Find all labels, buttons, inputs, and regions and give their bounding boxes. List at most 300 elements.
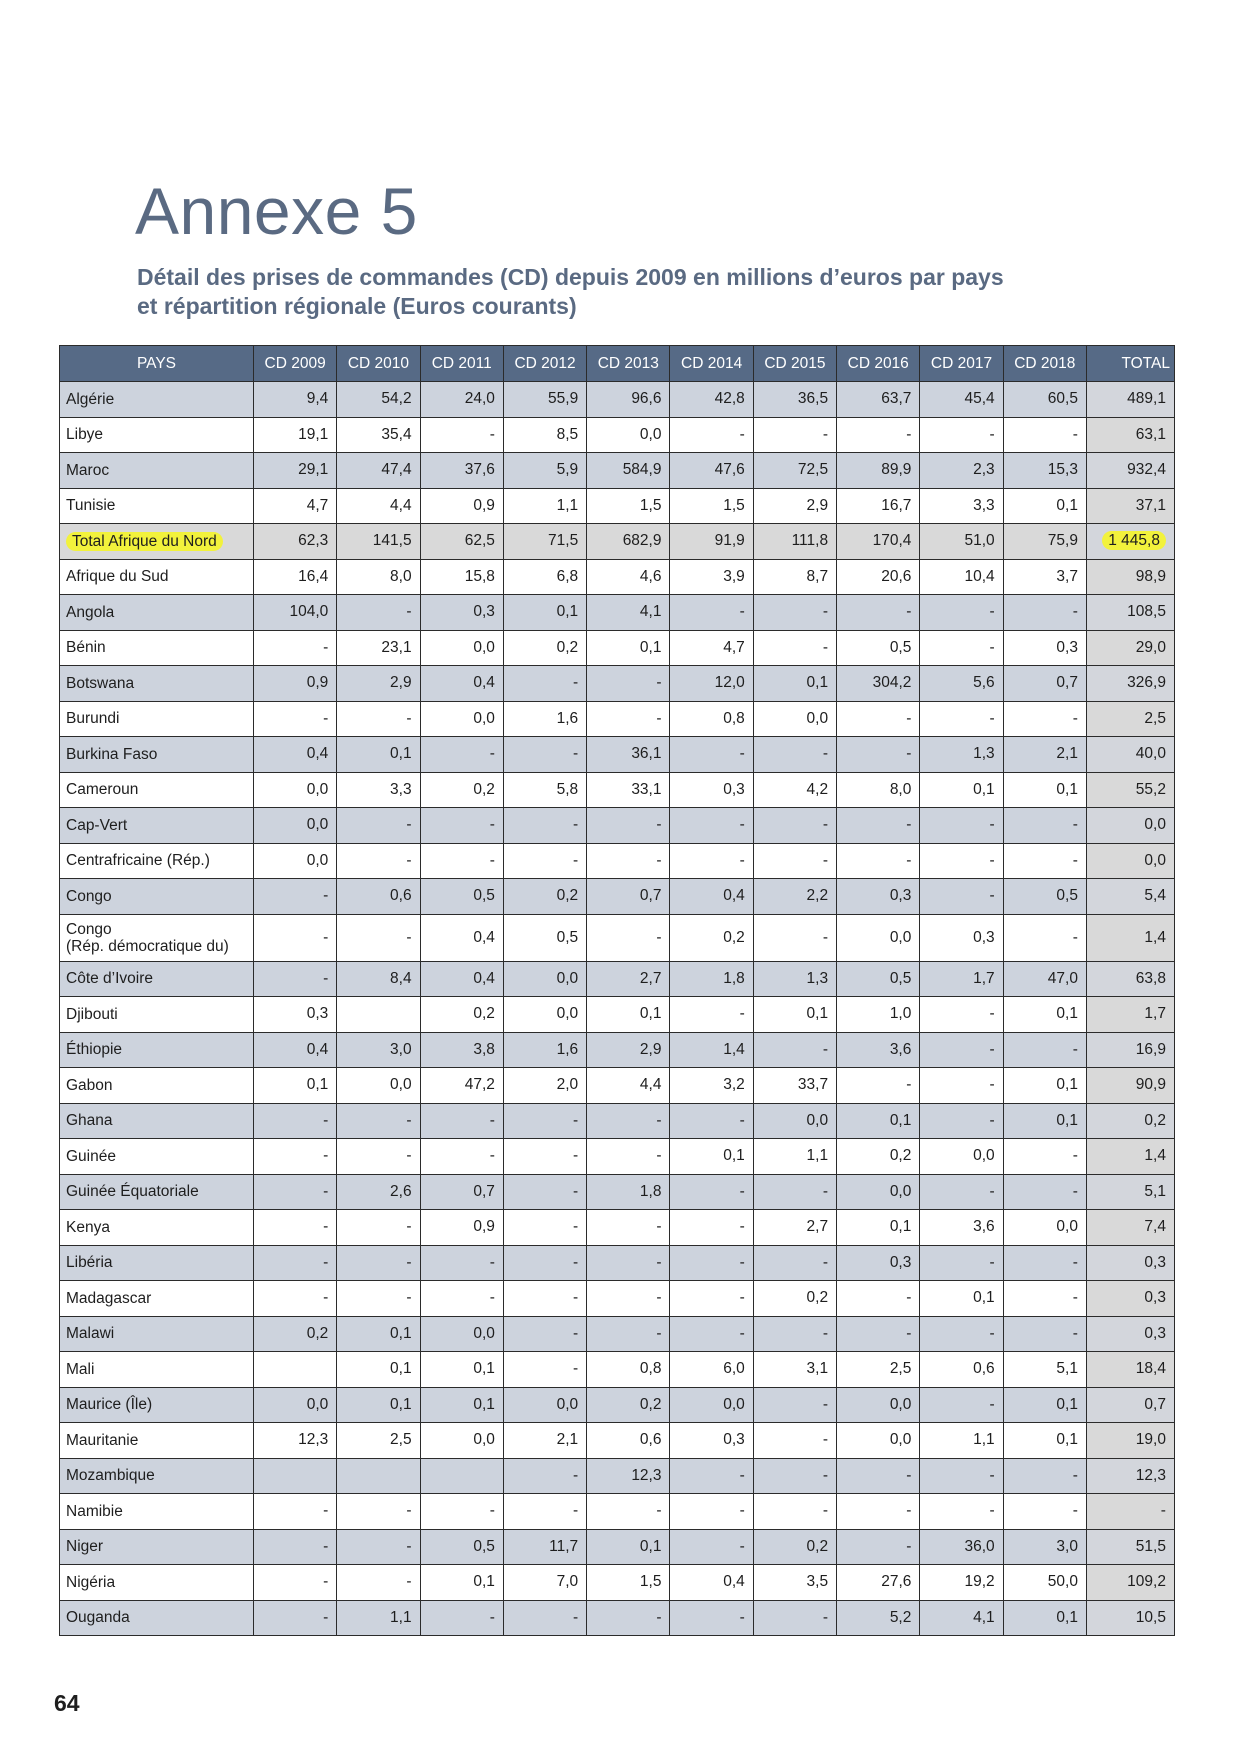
value-cell: 1,1 [337,1600,420,1636]
value-cell: 47,6 [670,453,753,489]
value-cell: - [503,1139,586,1175]
country-cell [60,524,254,560]
total-cell [1086,1565,1174,1601]
total-value: 5,1 [1144,1182,1166,1200]
value-cell: 2,0 [503,1068,586,1104]
table-row [60,453,1175,489]
country-cell [60,595,254,631]
value-cell: 0,0 [753,1103,836,1139]
value-cell: 0,3 [670,772,753,808]
value-cell: 1,7 [920,961,1003,997]
value-cell: - [1003,1458,1086,1494]
total-cell [1086,1032,1174,1068]
total-cell [1086,701,1174,737]
value-cell: 2,6 [337,1174,420,1210]
value-cell: 0,0 [1003,1210,1086,1246]
value-cell: 4,2 [753,772,836,808]
value-cell: - [254,914,337,961]
total-cell [1086,1529,1174,1565]
value-cell: 0,1 [337,1316,420,1352]
value-cell: 62,3 [254,524,337,560]
total-cell [1086,1245,1174,1281]
value-cell: 0,0 [503,961,586,997]
value-cell: 24,0 [420,382,503,418]
subtitle-line-1: Détail des prises de commandes (CD) depuis 2009 en millions d’euros par pays [137,264,1004,290]
value-cell: 4,1 [920,1600,1003,1636]
value-cell: - [587,914,670,961]
total-cell [1086,1387,1174,1423]
orders-table [59,345,1175,1636]
value-cell: 0,1 [670,1139,753,1175]
table-row [60,1032,1175,1068]
total-cell [1086,1423,1174,1459]
country-cell [60,843,254,879]
table-row [60,701,1175,737]
value-cell: - [837,737,920,773]
value-cell: - [1003,701,1086,737]
value-cell: 35,4 [337,417,420,453]
value-cell: - [837,1494,920,1530]
value-cell: 0,1 [753,997,836,1033]
value-cell: 2,5 [337,1423,420,1459]
value-cell: 2,9 [337,666,420,702]
value-cell: 2,3 [920,453,1003,489]
total-cell [1086,879,1174,915]
value-cell: 8,5 [503,417,586,453]
country-cell [60,1281,254,1317]
value-cell: 0,1 [1003,1103,1086,1139]
value-cell [420,1458,503,1494]
table-row [60,559,1175,595]
table-row [60,997,1175,1033]
value-cell: 0,2 [503,630,586,666]
value-cell: 3,2 [670,1068,753,1104]
country-cell [60,1423,254,1459]
value-cell: - [670,595,753,631]
value-cell: 0,3 [837,1245,920,1281]
value-cell: 0,1 [420,1387,503,1423]
total-value: 0,3 [1144,1253,1166,1271]
value-cell: 584,9 [587,453,670,489]
total-value: 51,5 [1135,1537,1166,1555]
table-row [60,595,1175,631]
value-cell: 12,0 [670,666,753,702]
value-cell: - [753,1494,836,1530]
value-cell: 682,9 [587,524,670,560]
value-cell: - [920,417,1003,453]
value-cell: 0,0 [837,1387,920,1423]
value-cell: 50,0 [1003,1565,1086,1601]
total-cell [1086,997,1174,1033]
value-cell: 0,9 [254,666,337,702]
value-cell: 0,0 [254,808,337,844]
value-cell: - [670,1174,753,1210]
column-header: TOTAL [1086,346,1174,382]
value-cell: 111,8 [753,524,836,560]
value-cell: 0,1 [753,666,836,702]
table-row [60,1352,1175,1388]
total-cell [1086,1316,1174,1352]
value-cell: 0,0 [420,1316,503,1352]
country-name: Mozambique [66,1467,155,1485]
total-value: 326,9 [1127,674,1166,692]
country-cell [60,879,254,915]
total-value: - [1160,1502,1166,1520]
value-cell: 37,6 [420,453,503,489]
value-cell: 0,1 [503,595,586,631]
table-row [60,382,1175,418]
total-value: 0,3 [1144,1289,1166,1307]
value-cell: 27,6 [837,1565,920,1601]
table-row [60,1210,1175,1246]
value-cell: 0,8 [670,701,753,737]
value-cell: 15,8 [420,559,503,595]
country-cell [60,417,254,453]
country-cell [60,1210,254,1246]
value-cell: - [337,1210,420,1246]
value-cell: - [254,879,337,915]
country-name: Gabon [66,1076,113,1094]
value-cell: 12,3 [587,1458,670,1494]
value-cell: 0,1 [1003,1423,1086,1459]
total-value: 63,1 [1135,425,1166,443]
value-cell: 3,8 [420,1032,503,1068]
value-cell: - [587,1139,670,1175]
value-cell: - [837,1281,920,1317]
value-cell: - [837,595,920,631]
table-row [60,1529,1175,1565]
value-cell: 36,5 [753,382,836,418]
total-value: 109,2 [1127,1573,1166,1591]
country-name: Cap-Vert [66,816,128,834]
total-cell [1086,737,1174,773]
value-cell: - [420,417,503,453]
country-name: Burkina Faso [66,745,158,763]
country-cell [60,1387,254,1423]
country-name: Ouganda [66,1609,130,1627]
value-cell: - [1003,808,1086,844]
value-cell: - [587,843,670,879]
value-cell: 0,3 [254,997,337,1033]
total-cell [1086,1494,1174,1530]
value-cell: 10,4 [920,559,1003,595]
country-cell [60,1565,254,1601]
value-cell: 91,9 [670,524,753,560]
table-row [60,417,1175,453]
value-cell: 0,1 [337,1352,420,1388]
country-name: Côte d’Ivoire [66,970,154,988]
value-cell: - [587,808,670,844]
value-cell: 3,0 [1003,1529,1086,1565]
value-cell: - [420,843,503,879]
column-header: CD 2014 [670,346,753,382]
value-cell: - [503,1600,586,1636]
country-name: Tunisie [66,497,116,515]
value-cell: 1,3 [920,737,1003,773]
value-cell: - [753,630,836,666]
total-value: 16,9 [1135,1040,1166,1058]
value-cell: 0,1 [1003,997,1086,1033]
value-cell: 7,0 [503,1565,586,1601]
value-cell: 0,4 [420,961,503,997]
value-cell: 0,2 [503,879,586,915]
table-row [60,737,1175,773]
value-cell: 71,5 [503,524,586,560]
total-value: 1,4 [1144,928,1166,946]
column-header: CD 2009 [254,346,337,382]
value-cell: - [753,1458,836,1494]
country-cell [60,666,254,702]
value-cell: 0,6 [337,879,420,915]
value-cell: 8,4 [337,961,420,997]
country-cell [60,630,254,666]
value-cell: 0,1 [1003,772,1086,808]
value-cell: - [837,1068,920,1104]
value-cell: 6,8 [503,559,586,595]
country-name: Kenya [66,1218,110,1236]
value-cell: - [753,1245,836,1281]
total-value: 1,4 [1144,1147,1166,1165]
value-cell: - [670,1600,753,1636]
value-cell: - [254,1529,337,1565]
value-cell: 5,9 [503,453,586,489]
value-cell: 2,9 [753,488,836,524]
value-cell: 2,1 [503,1423,586,1459]
total-cell [1086,1068,1174,1104]
value-cell: 0,4 [254,1032,337,1068]
value-cell: - [1003,1174,1086,1210]
value-cell: 62,5 [420,524,503,560]
value-cell: - [503,1245,586,1281]
value-cell: 1,6 [503,701,586,737]
value-cell: - [254,1494,337,1530]
total-value: 37,1 [1135,496,1166,514]
country-cell [60,961,254,997]
value-cell: - [503,1174,586,1210]
total-cell [1086,488,1174,524]
country-name: Guinée Équatoriale [66,1183,199,1201]
value-cell: 0,3 [670,1423,753,1459]
value-cell: 0,0 [920,1139,1003,1175]
table-row [60,1245,1175,1281]
value-cell: 96,6 [587,382,670,418]
total-value: 0,2 [1144,1111,1166,1129]
value-cell: - [920,997,1003,1033]
total-value: 1,7 [1144,1005,1166,1023]
table-total-row [60,524,1175,560]
value-cell: - [420,1600,503,1636]
column-header: CD 2012 [503,346,586,382]
value-cell: 0,1 [1003,1600,1086,1636]
value-cell: - [670,1103,753,1139]
value-cell: 33,1 [587,772,670,808]
table-row [60,630,1175,666]
country-cell [60,1139,254,1175]
value-cell: 2,5 [837,1352,920,1388]
value-cell: - [753,1387,836,1423]
value-cell: 1,8 [587,1174,670,1210]
total-value: 2,5 [1144,709,1166,727]
value-cell: 1,6 [503,1032,586,1068]
value-cell: 0,1 [1003,1068,1086,1104]
country-name: Guinée [66,1147,116,1165]
table-row [60,1068,1175,1104]
table-header [60,346,1175,382]
value-cell: - [753,1174,836,1210]
total-cell [1086,1352,1174,1388]
value-cell: 0,7 [587,879,670,915]
total-cell [1086,630,1174,666]
value-cell: - [420,1103,503,1139]
value-cell: - [337,1565,420,1601]
value-cell: - [837,1316,920,1352]
value-cell: - [837,808,920,844]
value-cell: - [753,737,836,773]
total-cell [1086,666,1174,702]
value-cell: - [670,1529,753,1565]
table-row [60,914,1175,961]
value-cell: 0,1 [587,1529,670,1565]
value-cell: 0,1 [587,997,670,1033]
total-cell [1086,808,1174,844]
value-cell: - [337,595,420,631]
value-cell: 0,1 [420,1565,503,1601]
table-row [60,1458,1175,1494]
value-cell: 0,2 [420,772,503,808]
country-name: Algérie [66,390,115,408]
value-cell: - [337,1245,420,1281]
value-cell: - [587,1281,670,1317]
page-subtitle [137,263,1097,321]
value-cell: - [670,843,753,879]
value-cell: - [337,1529,420,1565]
value-cell: 0,1 [837,1103,920,1139]
value-cell: 0,1 [1003,488,1086,524]
value-cell: - [1003,914,1086,961]
country-name: Nigéria [66,1573,116,1591]
value-cell: 0,2 [254,1316,337,1352]
value-cell: - [753,1032,836,1068]
country-name: Congo [66,920,112,938]
total-cell [1086,1458,1174,1494]
value-cell: 0,2 [420,997,503,1033]
value-cell: 5,8 [503,772,586,808]
value-cell: - [837,843,920,879]
value-cell: - [337,914,420,961]
value-cell: 0,3 [837,879,920,915]
value-cell: - [670,1210,753,1246]
value-cell: 0,1 [254,1068,337,1104]
page-title: Annexe 5 [135,174,418,248]
value-cell: 4,4 [587,1068,670,1104]
country-cell [60,997,254,1033]
value-cell [337,997,420,1033]
total-cell [1086,772,1174,808]
value-cell: - [1003,1139,1086,1175]
country-name: Total Afrique du Nord [66,532,223,551]
value-cell: 0,0 [503,997,586,1033]
total-value: 55,2 [1135,780,1166,798]
value-cell: 1,5 [587,488,670,524]
country-name: Afrique du Sud [66,568,169,586]
total-cell [1086,382,1174,418]
country-name: Maurice (Île) [66,1396,153,1414]
value-cell [254,1352,337,1388]
value-cell: - [920,1245,1003,1281]
value-cell: - [337,1139,420,1175]
value-cell: - [753,914,836,961]
column-header: CD 2010 [337,346,420,382]
subtitle-line-2: et répartition régionale (Euros courants) [137,293,577,319]
column-header: CD 2016 [837,346,920,382]
value-cell: - [920,1068,1003,1104]
value-cell: - [337,1494,420,1530]
value-cell: 54,2 [337,382,420,418]
country-cell [60,914,254,961]
value-cell: 0,5 [837,630,920,666]
value-cell: 2,7 [753,1210,836,1246]
value-cell: - [503,666,586,702]
value-cell: 20,6 [837,559,920,595]
value-cell: 1,5 [587,1565,670,1601]
value-cell: 0,0 [420,630,503,666]
value-cell: 55,9 [503,382,586,418]
country-name: Burundi [66,710,120,728]
total-value: 5,4 [1144,887,1166,905]
value-cell: 304,2 [837,666,920,702]
table-row [60,879,1175,915]
value-cell: 0,8 [587,1352,670,1388]
total-value: 19,0 [1135,1431,1166,1449]
value-cell: 4,1 [587,595,670,631]
total-value: 0,3 [1144,1324,1166,1342]
value-cell: 0,2 [753,1281,836,1317]
value-cell: 0,0 [503,1387,586,1423]
total-value: 489,1 [1127,390,1166,408]
value-cell: 3,6 [837,1032,920,1068]
value-cell: 0,0 [837,1423,920,1459]
value-cell: 60,5 [1003,382,1086,418]
value-cell: - [337,1103,420,1139]
value-cell: 0,3 [920,914,1003,961]
value-cell: 0,5 [420,1529,503,1565]
value-cell: - [837,417,920,453]
country-name: Ghana [66,1112,113,1130]
table-row [60,843,1175,879]
country-name: Botswana [66,674,135,692]
value-cell: 0,1 [420,1352,503,1388]
value-cell: - [587,1245,670,1281]
table-row [60,666,1175,702]
value-cell: 0,4 [420,666,503,702]
value-cell: - [920,1387,1003,1423]
table-row [60,772,1175,808]
value-cell: 3,9 [670,559,753,595]
column-header: CD 2015 [753,346,836,382]
value-cell: - [254,1245,337,1281]
value-cell: - [753,843,836,879]
total-cell [1086,1600,1174,1636]
value-cell: - [503,1494,586,1530]
value-cell: - [503,1458,586,1494]
value-cell: - [670,997,753,1033]
country-name: Mauritanie [66,1431,139,1449]
value-cell: 5,1 [1003,1352,1086,1388]
value-cell: 170,4 [837,524,920,560]
value-cell: - [920,1032,1003,1068]
value-cell: - [920,1458,1003,1494]
total-cell [1086,417,1174,453]
